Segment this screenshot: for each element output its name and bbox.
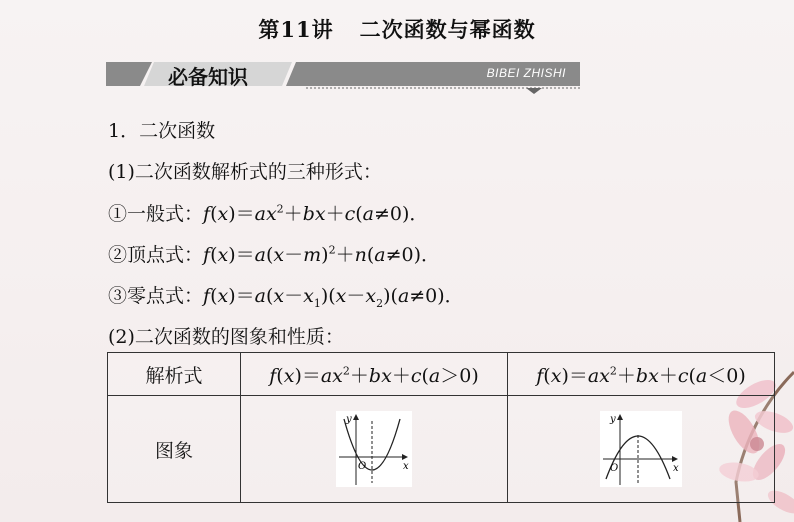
properties-table	[107, 352, 775, 503]
page-title	[0, 14, 794, 44]
table-row	[108, 396, 775, 503]
section-title: 1．二次函数	[108, 120, 216, 142]
origin-label: O	[358, 461, 367, 472]
graph-header-cell: 图象	[108, 396, 241, 503]
general-form-line	[108, 199, 428, 226]
graph-cell-downward	[508, 396, 775, 503]
properties-intro: (2)二次函数的图象和性质：	[108, 326, 344, 348]
section-banner	[106, 60, 580, 88]
upward-parabola-graph	[336, 411, 412, 487]
x-axis-label: x	[673, 463, 679, 474]
lecture-topic: 二次函数与幂函数	[359, 17, 536, 42]
graph-cell-upward	[241, 396, 508, 503]
banner-title: 必备知识	[168, 65, 248, 89]
y-axis-label: y	[610, 414, 616, 425]
zero-form-formula: $f(x)=a(x-x_1)(x-x_2)(a\ne 0)$．	[203, 285, 464, 310]
general-form-label: ①一般式：	[108, 203, 204, 225]
origin-label: O	[610, 463, 619, 474]
zero-form-label: ③零点式：	[108, 285, 204, 307]
formula-a-negative: $f(x)=ax^2+bx+c(a<0)$	[508, 353, 775, 396]
vertex-form-formula: $f(x)=a(x-m)^2+n(a\ne 0)$．	[203, 243, 440, 266]
row-header-cell: 解析式	[108, 353, 241, 396]
formula-a-positive: $f(x)=ax^2+bx+c(a>0)$	[241, 353, 508, 396]
downward-parabola-graph	[600, 411, 682, 487]
y-axis-label: y	[346, 414, 352, 425]
lecture-number: 第11讲	[258, 17, 334, 42]
zero-form-line	[108, 281, 464, 310]
general-form-formula: $f(x)=ax^2+bx+c(a\ne 0)$．	[203, 202, 429, 225]
x-axis-label: x	[403, 461, 409, 472]
forms-intro: (1)二次函数解析式的三种形式：	[108, 161, 382, 183]
table-row	[108, 353, 775, 396]
banner-subtitle: BIBEI ZHISHI	[486, 66, 566, 80]
vertex-form-line	[108, 240, 440, 267]
vertex-form-label: ②顶点式：	[108, 244, 204, 266]
